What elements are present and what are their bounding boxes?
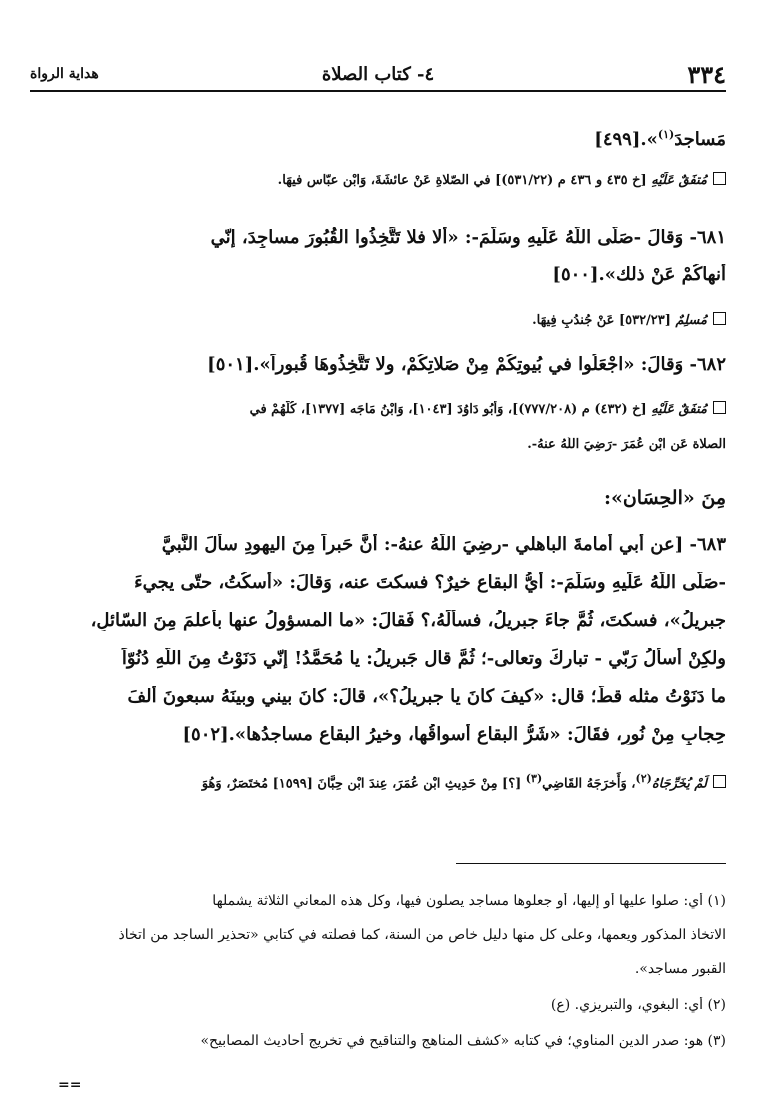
continuation-mark: ==: [58, 1077, 82, 1093]
section-heading: مِنَ «الحِسَان»:: [603, 487, 726, 509]
hadith-683-line-4: ولكِنْ أسألُ رَبّي - تباركَ وتعالى-؛ ثُمَّ قال جَبريلُ: يا مُحَمَّدُ! إنّي دَنَوْتُ مِنَ اللّهِ دُنُوّاً: [121, 648, 726, 669]
source-note-4: [30, 772, 726, 791]
source-text: [٥٣٢/٢٣] عَنْ جُندُبٍ فِيهَا.: [532, 313, 671, 328]
footnote-3: (٣) هو: صدر الدين المناوي؛ في كتابه «كشف المناهج والتناقيح في تخريج أحاديث المصابيح»: [200, 1033, 726, 1049]
hadith-683-line-2: -صَلّى اللّهُ عَلَيهِ وسَلَّمَ-: أيُّ البقاعِ خيرٌ؟ فسكتَ عنه، وَقالَ: «أسكُتُ، حتّى يجيءَ: [134, 572, 726, 593]
hadith-number-499: ».[٤٩٩]: [594, 129, 658, 150]
footnote-2: (٢) أي: البغوي، والتبريزي. (ع): [550, 997, 726, 1013]
footnote-ref-2: (٢): [635, 772, 652, 785]
source-name: مُتفَقٌ عَلَيْهِ: [651, 173, 707, 188]
hadith-682-line-1: ٦٨٢- وَقالَ: «اجْعَلُوا في بُيوتِكُمْ مِنْ صَلاتِكُمْ، ولا تَتَّخِذُوهَا قُبوراً».[٥٠١]: [207, 354, 726, 375]
page-number: ٣٣٤: [687, 60, 726, 89]
square-bullet-icon: [713, 172, 726, 185]
square-bullet-icon: [713, 775, 726, 788]
chapter-title: ٤- كتاب الصلاة: [321, 64, 435, 85]
hadith-683-line-5: ما دَنَوْتُ مثله قطّ؛ قال: «كيفَ كانَ يا جبريلُ؟»، قالَ: كانَ بيني وبينَهُ سبعونَ ألفَ: [127, 686, 726, 707]
footnote-ref-3: (٣): [525, 772, 543, 785]
square-bullet-icon: [713, 401, 726, 414]
source-note-1: [30, 172, 726, 188]
square-bullet-icon: [713, 312, 726, 325]
footnote-ref-1: (١): [657, 128, 675, 141]
continued-text: مَساجدَ: [674, 129, 726, 150]
footnote-1-line-2: الاتخاذ المذكور ويعمها، وعلى كل منها دليل خاص من السنة، كما فصلته في كتابي «تحذير الساجد من اتخاذ: [118, 927, 726, 943]
source-name: مُتفَقٌ عَلَيْهِ: [651, 402, 707, 417]
source-note-2: [30, 312, 726, 328]
source-name: مُسلِمٌ: [675, 313, 707, 328]
source-text-a: لَمْ يُخَرِّجَاهُ: [651, 776, 707, 792]
page-header: [30, 58, 726, 92]
footnote-1-line-3: القبور مساجد».: [634, 961, 726, 977]
footnote-divider: [456, 863, 726, 864]
hadith-683-line-1: ٦٨٣- [عن أبي أُمامةَ الباهلي -رضِيَ اللّهُ عنهُ-: أنَّ حَبراً مِنَ اليهودِ سألَ النَّبيَّ: [161, 534, 726, 555]
source-text-b: ، وَأَخرَجَهُ القَاضِي: [542, 776, 636, 792]
source-note-3-line-2: الصلاة عَنِ ابْنِ عُمَرَ -رَضِيَ اللّهُ عنهُ-.: [527, 437, 726, 452]
footnote-1-line-1: (١) أي: صلوا عليها أو إليها، أو جعلوها مساجد يصلون فيها، وكل هذه المعاني الثلاثة يشملها: [212, 893, 726, 909]
book-page: [30, 0, 726, 1095]
source-text: [خ (٤٣٢) م (٧٧٧/٢٠٨)]، وَأَبُو دَاوُدَ [١٠٤٣]، وَابْنُ مَاجَه [١٣٧٧]، كُلُّهُمْ في: [249, 402, 647, 417]
hadith-681-line-2: أنهاكُمْ عَنْ ذلك».[٥٠٠]: [552, 264, 726, 285]
source-text: [خ ٤٣٥ و ٤٣٦ م (٥٣١/٢٢)] في الصّلاةِ عَنْ عائشَةَ، وَابْنِ عبّاسٍ فيهَا.: [277, 173, 647, 188]
source-note-3: [30, 401, 726, 417]
hadith-681-line-1: ٦٨١- وَقالَ -صَلّى اللّهُ عَلَيهِ وسَلَّمَ-: «ألا فلا تَتَّخِذُوا القُبُورَ مساجِدَ، إنّي: [210, 227, 726, 248]
hadith-683-line-6: حِجابٍ مِنْ نُورٍ، فقَالَ: «شَرُّ البقاعِ أسواقُها، وخيرُ البقاعِ مساجدُها».[٥٠٢]: [182, 724, 726, 745]
hadith-683-line-3: جبريلُ»، فسكتَ، ثُمَّ جاءَ جبريلُ، فسألَهُ،؟ فَقالَ: «ما المسؤولُ عنها بأعلمَ مِنَ السّائلِ،: [90, 610, 726, 631]
source-text-c: [؟] مِنْ حَدِيثِ ابْنِ عُمَرَ، عِندَ ابْنِ حِبَّانَ [١٥٩٩] مُختَصَرٌ، وَهُوَ: [201, 776, 522, 792]
book-title: هداية الرواة: [30, 66, 99, 82]
continued-hadith-line: [30, 128, 726, 150]
